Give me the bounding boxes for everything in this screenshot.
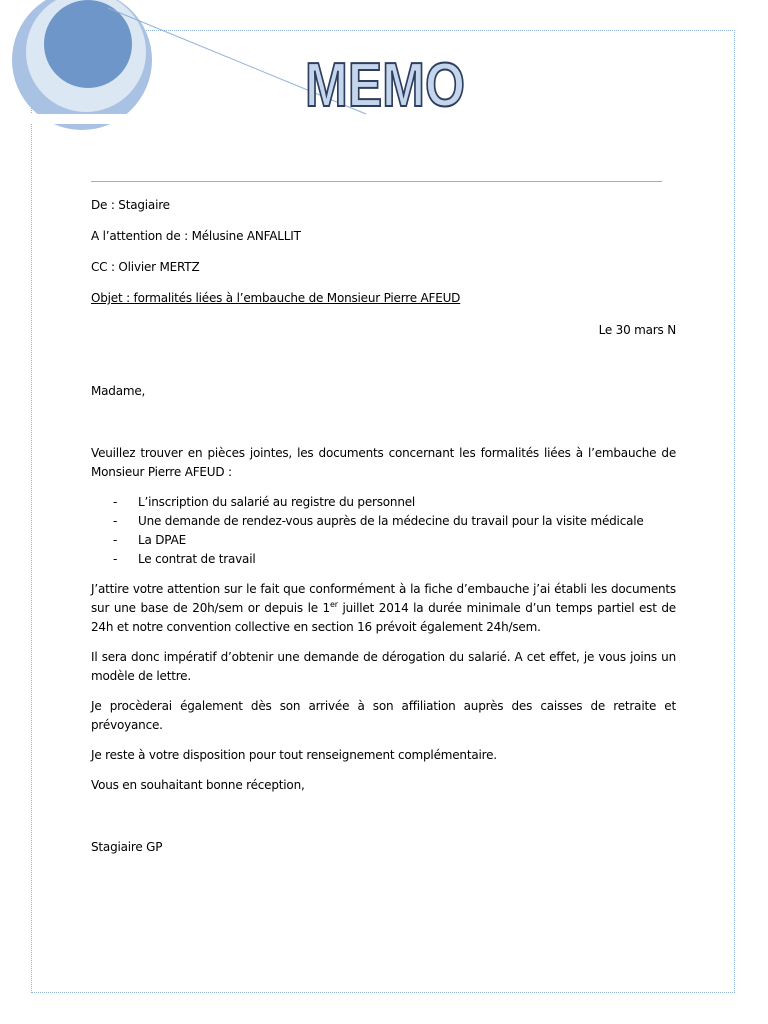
salutation: Madame, (91, 384, 146, 398)
from-line: De : Stagiaire (91, 198, 170, 212)
attention-line: A l’attention de : Mélusine ANFALLIT (91, 229, 301, 243)
memo-title-text: MEMO (305, 51, 465, 120)
para1-superscript: er (330, 600, 338, 609)
para1-text-end: juillet 2014 la durée minimale d’un temps partiel est de 24h et notre convention collective en section 16 prévoit également 24h/sem. (91, 601, 676, 634)
list-item-text: L’inscription du salarié au registre du personnel (138, 495, 416, 509)
list-item: - Le contrat de travail (113, 552, 256, 566)
closing-line: Vous en souhaitant bonne réception, (91, 778, 305, 792)
cc-line: CC : Olivier MERTZ (91, 260, 200, 274)
memo-content (91, 196, 676, 857)
header-divider (91, 181, 662, 182)
subject-line: Objet : formalités liées à l’embauche de Monsieur Pierre AFEUD (91, 291, 461, 305)
intro-paragraph: Veuillez trouver en pièces jointes, les documents concernant les formalités liées à l’embauche de Monsieur Pierre AFEUD : (91, 446, 676, 479)
list-item-text: Le contrat de travail (138, 552, 256, 566)
signature: Stagiaire GP (91, 840, 163, 854)
attachments-list (91, 493, 676, 569)
list-item-text: Une demande de rendez-vous auprès de la médecine du travail pour la visite médicale (138, 514, 644, 528)
memo-wordart-title (300, 36, 470, 120)
affiliation-paragraph: Je procèderai également dès son arrivée à son affiliation auprès des caisses de retraite et prévoyance. (91, 699, 676, 732)
list-item-text: La DPAE (138, 533, 186, 547)
list-item: - La DPAE (113, 533, 186, 547)
availability-paragraph: Je reste à votre disposition pour tout renseignement complémentaire. (91, 748, 497, 762)
list-item: - Une demande de rendez-vous auprès de la médecine du travail pour la visite médicale (113, 514, 644, 528)
date-line: Le 30 mars N (598, 323, 676, 337)
para1-text-start: J’attire votre attention sur le fait que conformément à la fiche d’embauche j’ai établi les documents sur une base de 20h/sem or depuis le 1 (91, 582, 676, 615)
list-item: - L’inscription du salarié au registre du personnel (113, 495, 416, 509)
attention-paragraph (91, 580, 676, 637)
derogation-paragraph: Il sera donc impératif d’obtenir une demande de dérogation du salarié. A cet effet, je vous joins un modèle de lettre. (91, 650, 676, 683)
